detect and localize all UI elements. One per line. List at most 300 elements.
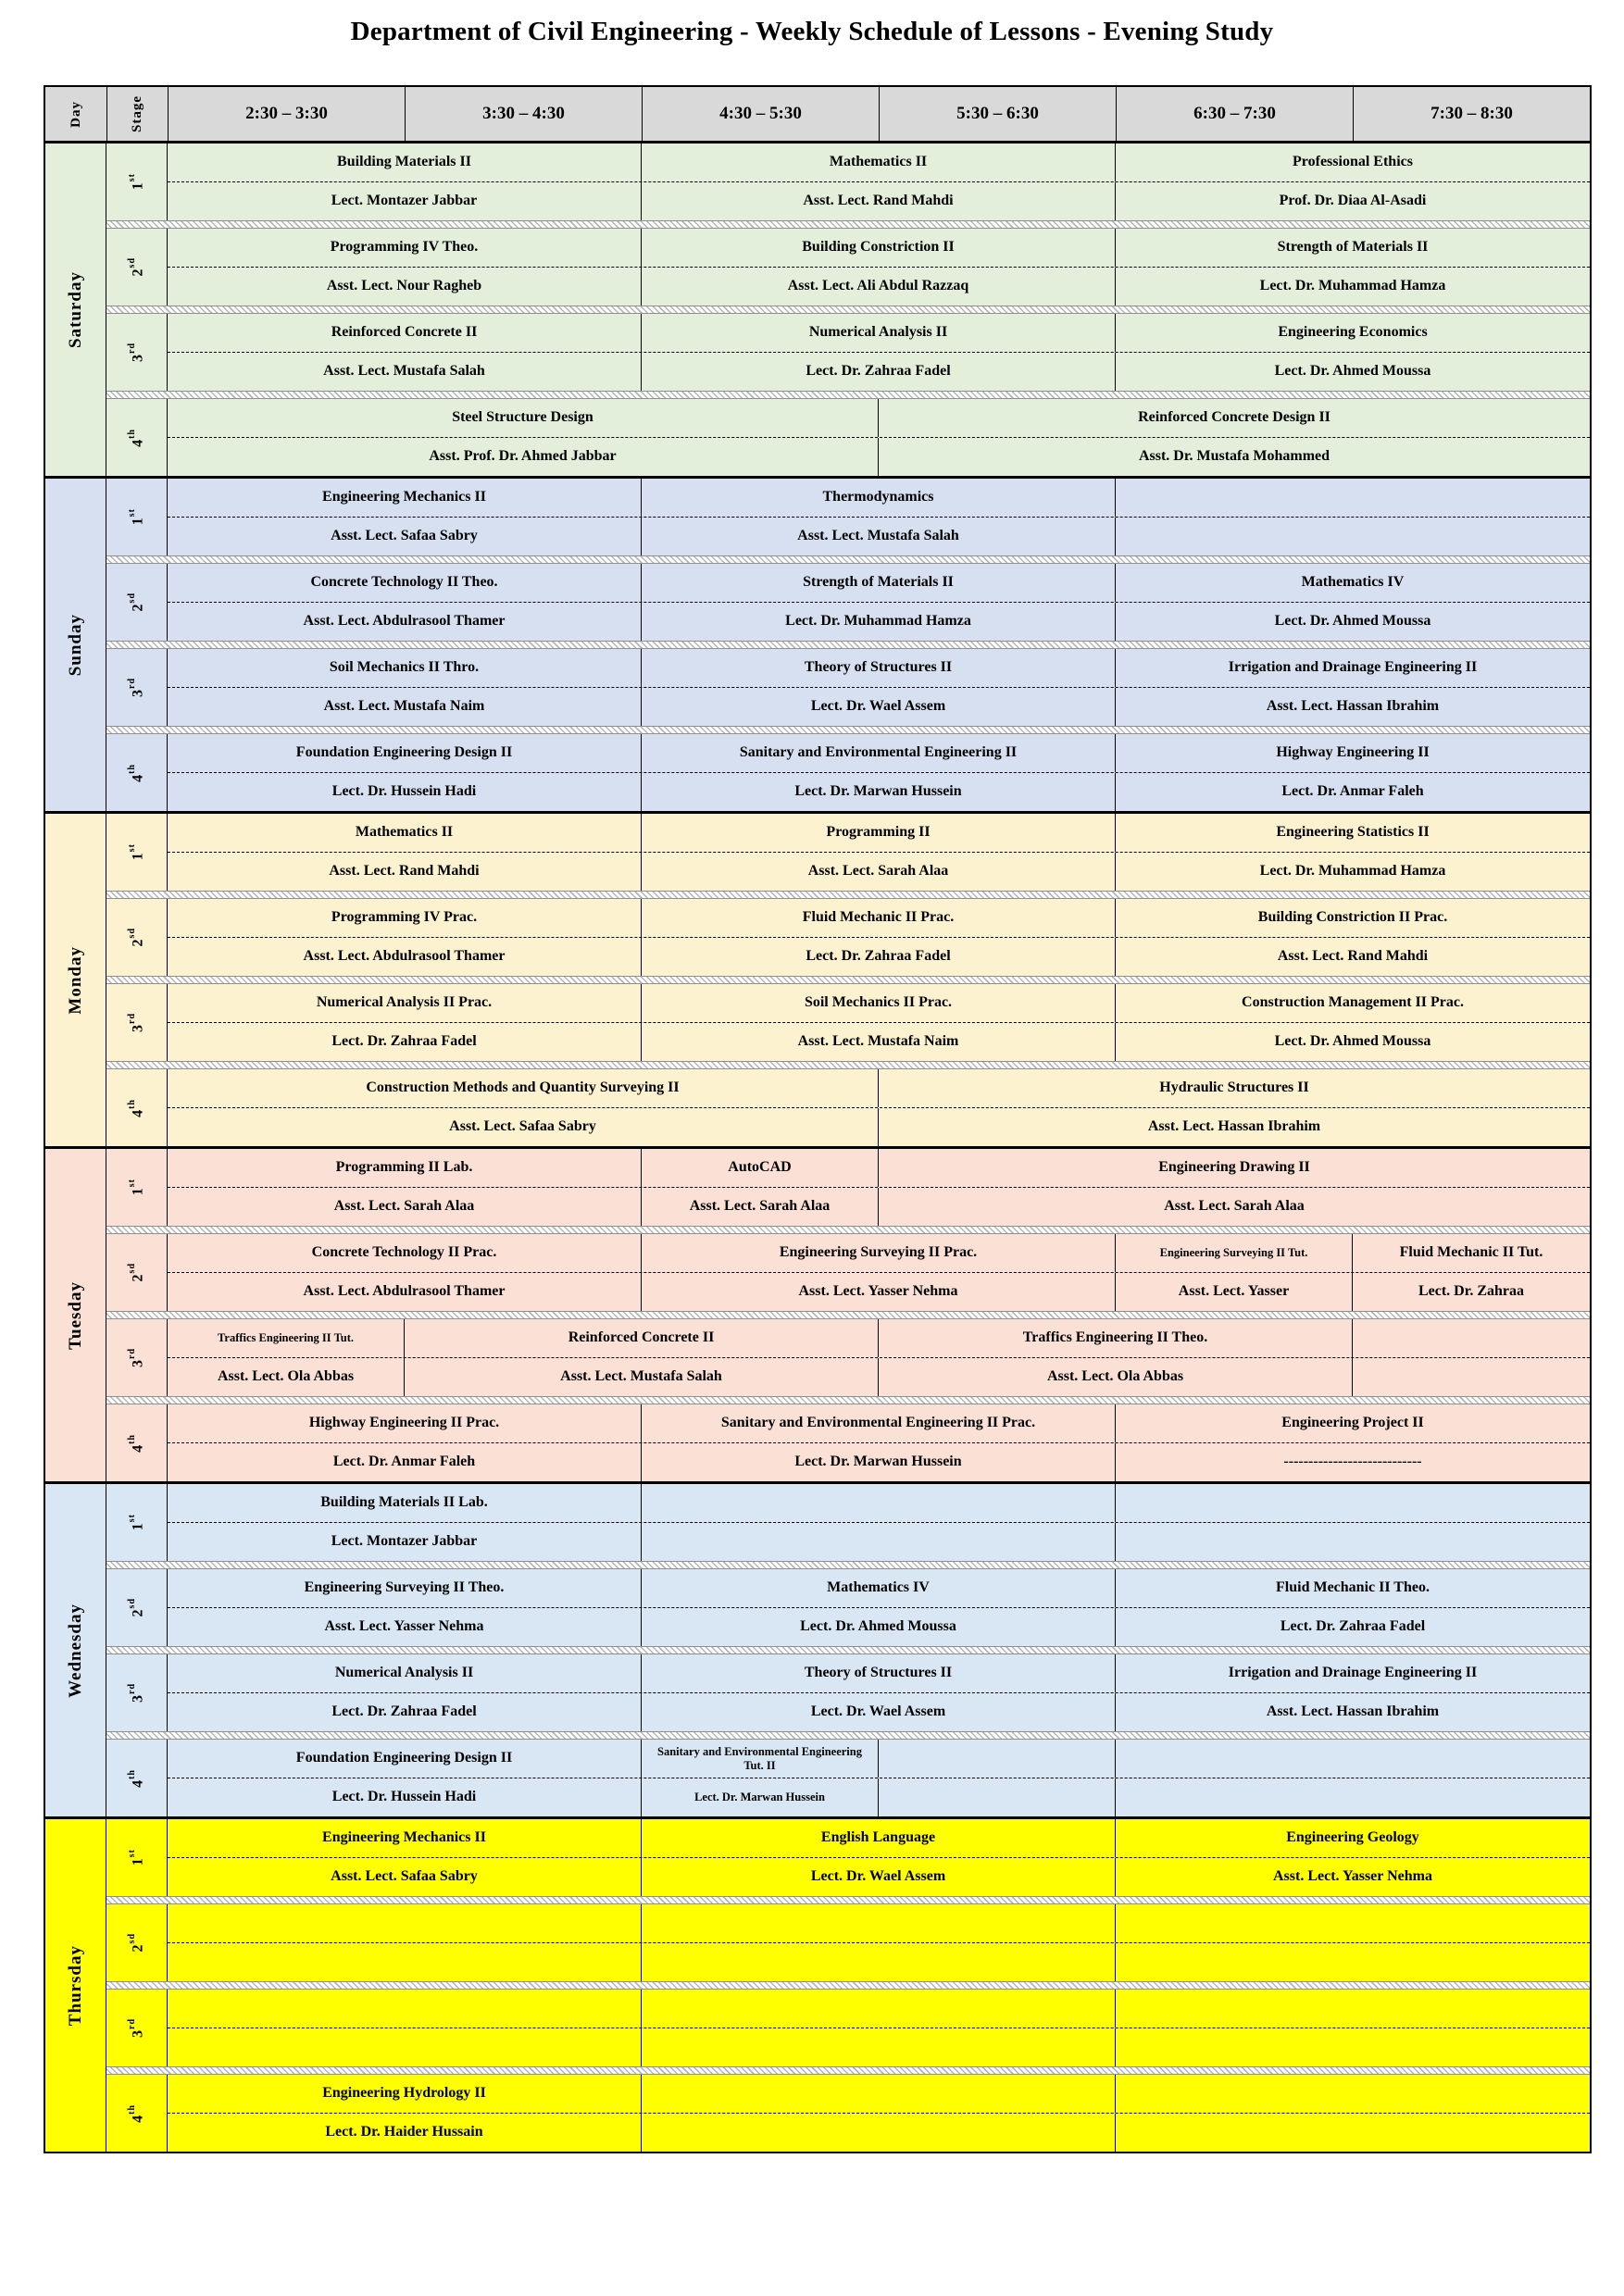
stage-row — [106, 1149, 1590, 1226]
stage-row — [106, 564, 1590, 641]
subject-cell: Sanitary and Environmental Engineering II — [642, 734, 1116, 772]
stage-separator — [106, 1646, 1590, 1654]
subject-cell: Foundation Engineering Design II — [168, 1740, 642, 1778]
subject-cell: Soil Mechanics II Thro. — [168, 649, 642, 687]
lecturer-cell — [1116, 2028, 1590, 2066]
lecturer-cell: Lect. Dr. Ahmed Moussa — [642, 1608, 1116, 1646]
day-stages — [106, 144, 1590, 476]
subject-cell: Construction Methods and Quantity Surveying II — [168, 1069, 879, 1107]
lecturer-cell: Asst. Lect. Ali Abdul Razzaq — [642, 268, 1116, 306]
stage-row — [106, 649, 1590, 726]
stage-number: 1 — [130, 181, 146, 191]
stage-ordinal-suffix: sd — [126, 1933, 137, 1944]
stage-label-cell — [106, 1819, 168, 1896]
lecturer-cell: Lect. Dr. Zahraa Fadel — [168, 1693, 642, 1731]
lecturer-cell — [168, 2028, 642, 2066]
subject-cell — [642, 2075, 1116, 2113]
lecturer-cell: Lect. Dr. Zahraa Fadel — [1280, 1618, 1426, 1635]
day-label-cell — [45, 1819, 106, 2152]
subject-row — [168, 734, 1590, 773]
stage-row — [106, 1654, 1590, 1731]
day-name: Sunday — [65, 613, 85, 677]
stage-ordinal-suffix: st — [126, 508, 137, 518]
lecturer-cell: Asst. Lect. Mustafa Salah — [642, 518, 1116, 555]
stage-ordinal-suffix: rd — [126, 1348, 137, 1359]
table-header-row — [45, 87, 1590, 144]
subject-cell: Engineering Surveying II Prac. — [642, 1234, 1116, 1272]
subject-cell: Programming II Lab. — [168, 1149, 642, 1187]
lecturer-row — [168, 518, 1590, 555]
stage-number: 4 — [130, 438, 146, 447]
lecturer-cell: ---------------------------- — [1283, 1454, 1422, 1470]
lecturer-cell: Lect. Dr. Marwan Hussein — [642, 1778, 879, 1816]
stage-row — [106, 899, 1590, 976]
subject-cell: Engineering Mechanics II — [168, 479, 642, 517]
subject-cell: Irrigation and Drainage Engineering II — [1228, 1665, 1478, 1681]
lecturer-row — [168, 1443, 1590, 1481]
stage-number: 4 — [130, 773, 146, 782]
lecturer-cell: Lect. Dr. Wael Assem — [642, 1858, 1116, 1896]
subject-cell: Engineering Geology — [1286, 1829, 1419, 1846]
subject-cell: Traffics Engineering II Tut. — [168, 1319, 405, 1357]
stage-ordinal-suffix: th — [126, 428, 137, 439]
lecturer-cell: Asst. Lect. Yasser — [1116, 1273, 1353, 1311]
stage-label-cell — [106, 1319, 168, 1396]
subject-cell: Sanitary and Environmental Engineering Tut. II — [642, 1740, 879, 1778]
stage-separator — [106, 1981, 1590, 1990]
stage-ordinal-suffix: st — [126, 1849, 137, 1858]
stage-label-cell — [106, 899, 168, 976]
stage-row — [106, 479, 1590, 555]
stage-label-cell — [106, 1654, 168, 1731]
stage-label-cell — [106, 1234, 168, 1311]
lecturer-row — [168, 1108, 1590, 1146]
subject-cell — [642, 1990, 1116, 2028]
subject-cell: Engineering Surveying II Tut. — [1116, 1234, 1353, 1272]
lecturer-cell: Lect. Dr. Hussein Hadi — [168, 773, 642, 811]
subject-cell — [1116, 2075, 1590, 2113]
subject-row — [168, 649, 1590, 688]
subject-row — [168, 1404, 1590, 1443]
day-stages — [106, 1149, 1590, 1481]
lecturer-row — [168, 1273, 1590, 1311]
stage-separator — [106, 555, 1590, 564]
lecturer-cell: Asst. Lect. Safaa Sabry — [168, 1858, 642, 1896]
lecturer-cell: Lect. Dr. Ahmed Moussa — [1274, 613, 1431, 630]
stage-number: 1 — [130, 852, 146, 861]
lecturer-cell: Lect. Dr. Zahraa Fadel — [642, 938, 1116, 976]
lecturer-cell: Asst. Lect. Safaa Sabry — [168, 1108, 879, 1146]
lecturer-cell: Lect. Dr. Muhammad Hamza — [1259, 278, 1446, 294]
subject-row — [168, 1740, 1590, 1778]
lecturer-cell: Lect. Dr. Zahraa — [1418, 1283, 1525, 1300]
lecturer-cell: Lect. Dr. Wael Assem — [642, 688, 1116, 726]
subject-cell: Engineering Hydrology II — [168, 2075, 642, 2113]
lecturer-cell: Asst. Lect. Abdulrasool Thamer — [168, 938, 642, 976]
stage-cells — [168, 899, 1590, 976]
stage-name — [127, 1849, 146, 1866]
stage-row — [106, 229, 1590, 306]
subject-cell: Numerical Analysis II — [168, 1654, 642, 1692]
stage-ordinal-suffix: th — [126, 2103, 137, 2115]
lecturer-cell: Asst. Lect. Safaa Sabry — [168, 518, 642, 555]
subject-cell: Building Materials II — [168, 144, 642, 181]
subject-row — [168, 1484, 1590, 1523]
stage-name — [127, 1514, 146, 1530]
subject-cell — [1116, 1740, 1590, 1778]
subject-row — [168, 1149, 1590, 1188]
stage-name — [127, 1099, 146, 1117]
stage-separator — [106, 726, 1590, 734]
stage-separator — [106, 976, 1590, 984]
stage-ordinal-suffix: st — [126, 1179, 137, 1188]
time-slot-header: 5:30 – 6:30 — [879, 87, 1116, 141]
stage-ordinal-suffix: th — [126, 1433, 137, 1444]
lecturer-cell: Asst. Lect. Sarah Alaa — [642, 853, 1116, 891]
lecturer-row — [168, 1188, 1590, 1226]
stage-number: 2 — [130, 1943, 146, 1953]
lecturer-cell: Lect. Dr. Marwan Hussein — [642, 773, 1116, 811]
subject-cell: Irrigation and Drainage Engineering II — [1228, 659, 1478, 676]
day-stages — [106, 814, 1590, 1146]
stage-cells — [168, 1569, 1590, 1646]
subject-cell: Professional Ethics — [1293, 154, 1413, 170]
lecturer-cell: Lect. Dr. Ahmed Moussa — [1274, 1033, 1431, 1050]
stage-name — [127, 1348, 146, 1367]
subject-cell: Reinforced Concrete II — [405, 1319, 879, 1357]
stage-label-cell — [106, 649, 168, 726]
lecturer-cell — [642, 2028, 1116, 2066]
stage-ordinal-suffix: st — [126, 1514, 137, 1523]
subject-cell — [1116, 1990, 1590, 2028]
lecturer-cell — [1116, 518, 1590, 555]
stage-cells — [168, 1069, 1590, 1146]
stage-label-cell — [106, 984, 168, 1061]
stage-cells — [168, 399, 1590, 476]
subject-row — [168, 229, 1590, 268]
day-row-monday — [45, 814, 1590, 1149]
lecturer-cell — [642, 1523, 1116, 1561]
day-row-tuesday — [45, 1149, 1590, 1484]
stage-number: 1 — [130, 1857, 146, 1866]
stage-row — [106, 144, 1590, 220]
day-row-saturday — [45, 144, 1590, 479]
stage-name — [127, 1434, 146, 1453]
subject-cell: Thermodynamics — [642, 479, 1116, 517]
lecturer-cell: Asst. Lect. Mustafa Salah — [405, 1358, 879, 1396]
lecturer-cell — [1116, 1943, 1590, 1981]
lecturer-cell: Asst. Lect. Ola Abbas — [168, 1358, 405, 1396]
stage-cells — [168, 564, 1590, 641]
stage-ordinal-suffix: th — [126, 1768, 137, 1779]
stage-name — [127, 843, 146, 860]
stage-ordinal-suffix: sd — [126, 1598, 137, 1609]
page-title: Department of Civil Engineering - Weekly Schedule of Lessons - Evening Study — [350, 17, 1274, 46]
stage-ordinal-suffix: rd — [126, 1013, 137, 1024]
lecturer-cell — [642, 1943, 1116, 1981]
stage-ordinal-suffix: rd — [126, 343, 137, 354]
stage-number: 3 — [130, 2029, 146, 2038]
lecturer-cell: Asst. Prof. Dr. Ahmed Jabbar — [168, 438, 879, 476]
stage-name — [127, 1179, 146, 1195]
stage-label-cell — [106, 734, 168, 811]
subject-row — [168, 479, 1590, 518]
lecturer-cell: Lect. Dr. Marwan Hussein — [642, 1443, 1116, 1481]
stage-name — [127, 429, 146, 447]
stage-column-header: Stage — [130, 95, 144, 132]
lecturer-row — [168, 438, 1590, 476]
subject-row — [168, 1234, 1590, 1273]
subject-cell: Theory of Structures II — [642, 649, 1116, 687]
stage-cells — [168, 479, 1590, 555]
stage-row — [106, 399, 1590, 476]
subject-cell: Programming IV Prac. — [168, 899, 642, 937]
lecturer-cell: Lect. Dr. Zahraa Fadel — [168, 1023, 642, 1061]
stage-label-cell — [106, 314, 168, 391]
lecturer-row — [168, 268, 1590, 306]
stage-separator — [106, 391, 1590, 399]
lecturer-cell — [1353, 1358, 1590, 1396]
day-label-cell — [45, 1149, 106, 1481]
subject-cell: Engineering Surveying II Theo. — [168, 1569, 642, 1607]
stage-label-cell — [106, 2075, 168, 2152]
subject-cell: Engineering Project II — [1281, 1415, 1424, 1431]
stage-cells — [168, 1319, 1590, 1396]
lecturer-row — [168, 1608, 1590, 1646]
stage-ordinal-suffix: th — [126, 763, 137, 774]
lecturer-row — [168, 1523, 1590, 1561]
lecturer-row — [168, 2028, 1590, 2066]
stage-number: 4 — [130, 1443, 146, 1453]
stage-cells — [168, 1234, 1590, 1311]
day-row-wednesday — [45, 1484, 1590, 1819]
stage-separator — [106, 306, 1590, 314]
stage-label-cell — [106, 1990, 168, 2066]
stage-cells — [168, 1484, 1590, 1561]
lecturer-row — [168, 1693, 1590, 1731]
subject-cell: Building Constriction II Prac. — [1257, 909, 1448, 926]
stage-ordinal-suffix: sd — [126, 593, 137, 604]
stage-row — [106, 1569, 1590, 1646]
subject-cell: Engineering Statistics II — [1276, 824, 1430, 841]
stage-number: 4 — [130, 1108, 146, 1117]
lecturer-cell: Lect. Dr. Muhammad Hamza — [642, 603, 1116, 641]
stage-label-cell — [106, 1404, 168, 1481]
lecturer-row — [168, 1858, 1590, 1896]
lecturer-cell: Asst. Dr. Mustafa Mohammed — [1138, 448, 1330, 465]
stage-name — [127, 343, 146, 362]
stage-label-cell — [106, 1740, 168, 1816]
subject-row — [168, 1990, 1590, 2028]
lecturer-cell — [1116, 1523, 1590, 1561]
lecturer-cell: Lect. Dr. Zahraa Fadel — [642, 353, 1116, 391]
stage-cells — [168, 314, 1590, 391]
lecturer-row — [168, 853, 1590, 891]
day-label-cell — [45, 814, 106, 1146]
subject-cell: Building Constriction II — [642, 229, 1116, 267]
lecturer-cell: Asst. Lect. Yasser Nehma — [1273, 1868, 1432, 1885]
stage-number: 3 — [130, 1024, 146, 1032]
subject-cell: Programming IV Theo. — [168, 229, 642, 267]
day-row-thursday — [45, 1819, 1590, 2152]
lecturer-cell: Asst. Lect. Mustafa Salah — [168, 353, 642, 391]
lecturer-cell — [879, 1778, 1116, 1816]
day-name: Saturday — [65, 271, 85, 348]
subject-cell: Strength of Materials II — [1277, 239, 1429, 256]
lecturer-cell: Asst. Lect. Mustafa Naim — [642, 1023, 1116, 1061]
stage-column-header-cell — [106, 87, 168, 141]
subject-row — [168, 144, 1590, 182]
subject-row — [168, 314, 1590, 353]
stage-name — [127, 928, 146, 946]
stage-name — [127, 764, 146, 782]
stage-cells — [168, 1990, 1590, 2066]
subject-cell — [1353, 1319, 1590, 1357]
stage-separator — [106, 1396, 1590, 1404]
subject-cell: Mathematics IV — [1301, 574, 1405, 591]
lecturer-cell: Asst. Lect. Ola Abbas — [879, 1358, 1353, 1396]
stage-cells — [168, 734, 1590, 811]
stage-row — [106, 1740, 1590, 1816]
lecturer-cell: Lect. Dr. Anmar Faleh — [1281, 783, 1424, 800]
stage-name — [127, 508, 146, 525]
stage-separator — [106, 2066, 1590, 2075]
lecturer-cell: Asst. Lect. Mustafa Naim — [168, 688, 642, 726]
lecturer-cell: Asst. Lect. Hassan Ibrahim — [1147, 1118, 1321, 1135]
subject-cell: Numerical Analysis II Prac. — [168, 984, 642, 1022]
lecturer-row — [168, 1943, 1590, 1981]
lecturer-row — [168, 603, 1590, 641]
subject-cell — [642, 1904, 1116, 1942]
stage-name — [127, 2018, 146, 2038]
stage-label-cell — [106, 1569, 168, 1646]
subject-row — [168, 1654, 1590, 1693]
stage-row — [106, 1234, 1590, 1311]
subject-cell: Hydraulic Structures II — [1159, 1079, 1309, 1096]
subject-row — [168, 814, 1590, 853]
subject-cell: Fluid Mechanic II Prac. — [642, 899, 1116, 937]
stage-row — [106, 1904, 1590, 1981]
stage-separator — [106, 1561, 1590, 1569]
stage-cells — [168, 814, 1590, 891]
stage-row — [106, 314, 1590, 391]
lecturer-cell: Lect. Montazer Jabbar — [168, 1523, 642, 1561]
lecturer-cell: Asst. Lect. Abdulrasool Thamer — [168, 1273, 642, 1311]
subject-cell — [642, 1484, 1116, 1522]
subject-cell: Programming II — [642, 814, 1116, 852]
subject-cell: Engineering Drawing II — [1158, 1159, 1310, 1176]
stage-number: 1 — [130, 1522, 146, 1531]
subject-cell: Highway Engineering II Prac. — [168, 1404, 642, 1442]
lecturer-cell: Prof. Dr. Diaa Al-Asadi — [1279, 193, 1427, 209]
lecturer-cell: Lect. Dr. Wael Assem — [642, 1693, 1116, 1731]
stage-number: 1 — [130, 1187, 146, 1196]
day-stages — [106, 479, 1590, 811]
subject-row — [168, 984, 1590, 1023]
day-label-cell — [45, 1484, 106, 1816]
day-name: Wednesday — [65, 1603, 85, 1698]
stage-number: 2 — [130, 268, 146, 277]
stage-ordinal-suffix: rd — [126, 2018, 137, 2029]
lecturer-row — [168, 1358, 1590, 1396]
time-slot-header: 4:30 – 5:30 — [642, 87, 879, 141]
stage-label-cell — [106, 1904, 168, 1981]
stage-label-cell — [106, 1149, 168, 1226]
lecturer-row — [168, 773, 1590, 811]
subject-cell: Mathematics II — [168, 814, 642, 852]
time-slot-header: 3:30 – 4:30 — [405, 87, 642, 141]
schedule-table — [44, 85, 1592, 2153]
stage-name — [127, 173, 146, 190]
subject-cell: Soil Mechanics II Prac. — [642, 984, 1116, 1022]
stage-separator — [106, 1061, 1590, 1069]
stage-ordinal-suffix: sd — [126, 928, 137, 939]
subject-cell: Engineering Mechanics II — [168, 1819, 642, 1857]
stage-label-cell — [106, 564, 168, 641]
stage-number: 2 — [130, 938, 146, 947]
lecturer-cell: Asst. Lect. Rand Mahdi — [168, 853, 642, 891]
subject-cell — [1116, 1484, 1590, 1522]
subject-cell — [1116, 479, 1590, 517]
subject-cell — [1116, 1904, 1590, 1942]
day-label-cell — [45, 144, 106, 476]
lecturer-row — [168, 2114, 1590, 2152]
stage-row — [106, 1484, 1590, 1561]
stage-ordinal-suffix: rd — [126, 678, 137, 689]
day-stages — [106, 1484, 1590, 1816]
stage-number: 3 — [130, 1694, 146, 1703]
stage-ordinal-suffix: rd — [126, 1683, 137, 1694]
stage-name — [127, 1933, 146, 1952]
lecturer-cell — [1116, 1778, 1590, 1816]
lecturer-cell: Asst. Lect. Hassan Ibrahim — [1266, 1703, 1440, 1720]
stage-ordinal-suffix: st — [126, 173, 137, 182]
day-name: Monday — [65, 945, 85, 1015]
stage-name — [127, 2104, 146, 2123]
stage-ordinal-suffix: st — [126, 843, 137, 853]
subject-cell: Numerical Analysis II — [642, 314, 1116, 352]
lecturer-cell: Asst. Lect. Sarah Alaa — [168, 1188, 642, 1226]
lecturer-cell — [1116, 2114, 1590, 2152]
stage-number: 3 — [130, 689, 146, 697]
subject-cell: Concrete Technology II Theo. — [168, 564, 642, 602]
stage-row — [106, 1404, 1590, 1481]
lecturer-cell: Asst. Lect. Rand Mahdi — [642, 182, 1116, 220]
subject-row — [168, 564, 1590, 603]
subject-cell: Highway Engineering II — [1276, 744, 1430, 761]
stage-cells — [168, 144, 1590, 220]
lecturer-cell — [642, 2114, 1116, 2152]
subject-cell: Fluid Mechanic II Tut. — [1399, 1244, 1543, 1261]
stage-separator — [106, 1226, 1590, 1234]
time-slot-header: 7:30 – 8:30 — [1353, 87, 1590, 141]
stage-cells — [168, 1654, 1590, 1731]
stage-separator — [106, 1731, 1590, 1740]
day-row-sunday — [45, 479, 1590, 814]
stage-number: 2 — [130, 603, 146, 612]
stage-row — [106, 2075, 1590, 2152]
stage-label-cell — [106, 479, 168, 555]
lecturer-cell: Lect. Montazer Jabbar — [168, 182, 642, 220]
stage-label-cell — [106, 1069, 168, 1146]
stage-number: 3 — [130, 354, 146, 362]
lecturer-row — [168, 1023, 1590, 1061]
subject-row — [168, 1819, 1590, 1858]
stage-row — [106, 1819, 1590, 1896]
subject-cell: Concrete Technology II Prac. — [168, 1234, 642, 1272]
stage-label-cell — [106, 1484, 168, 1561]
subject-cell: Fluid Mechanic II Theo. — [1276, 1579, 1430, 1596]
